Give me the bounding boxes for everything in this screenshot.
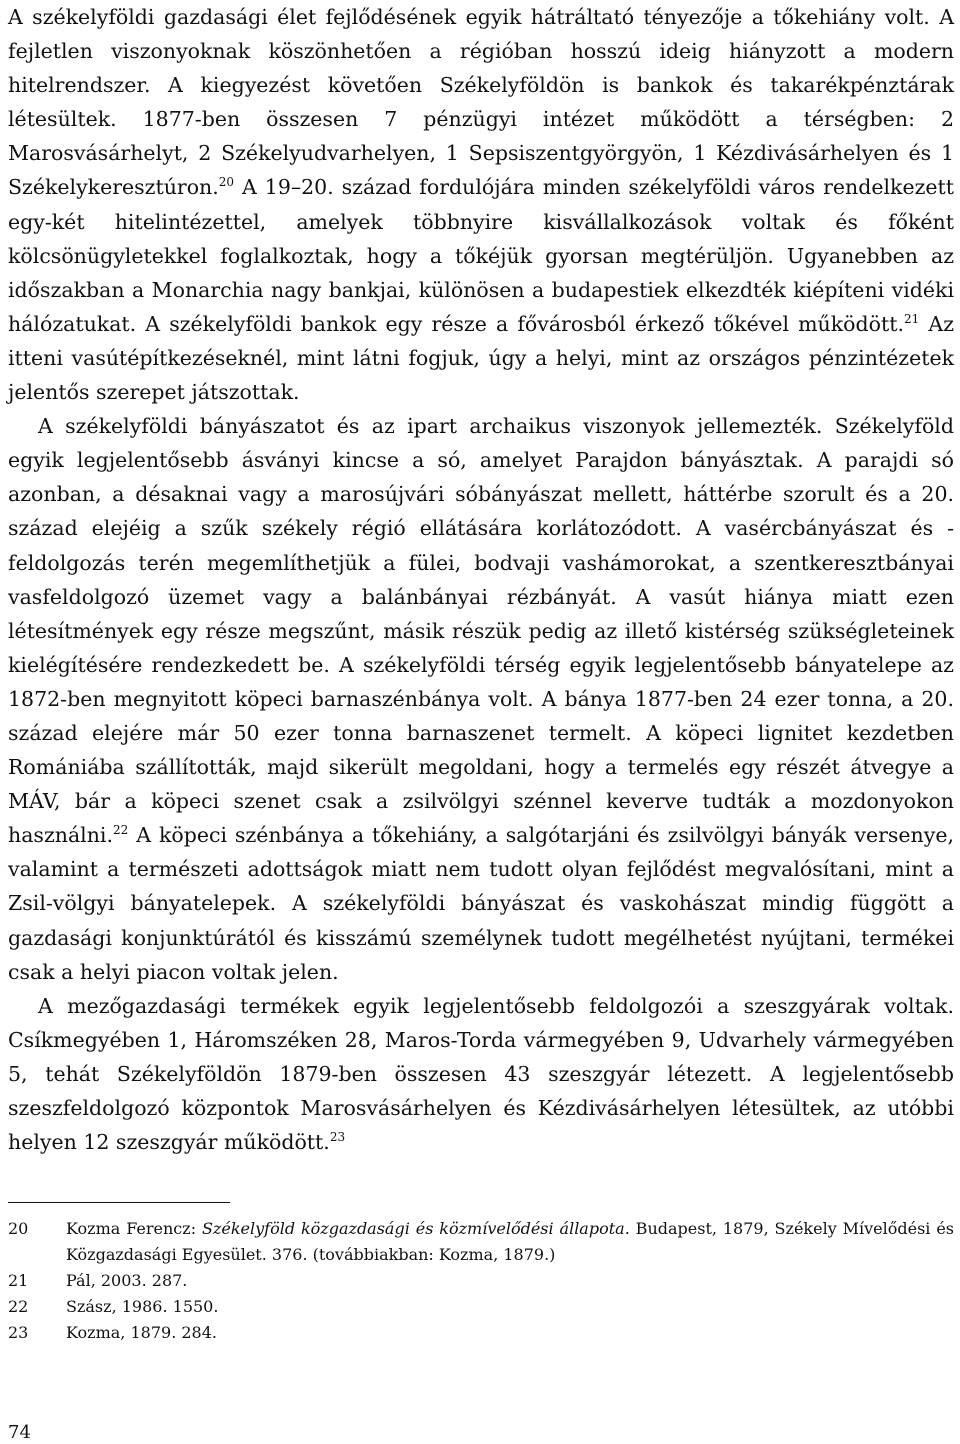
footnote-text	[66, 1320, 954, 1346]
footnote	[8, 1294, 954, 1320]
footnote	[8, 1320, 954, 1346]
paragraph	[8, 0, 954, 409]
paragraph	[8, 409, 954, 989]
footnote-author: Pál, 2003. 287.	[66, 1271, 188, 1290]
body-text	[8, 0, 954, 1159]
paragraph-text: A mezőgazdasági termékek egyik legjelentősebb feldolgozói a szeszgyárak voltak. Csíkmegyében 1, Háromszéken 28, Maros-Torda vármegyében 9, Udvarhely vármegyében 5, tehát Székelyföldön 1879-ben összesen 43 szeszgyár létezett. A legjelentősebb szeszfeldolgozó központok Marosvásárhelyen és Kézdivásárhelyen létesültek, az utóbbi helyen 12 szeszgyár működött.	[8, 993, 954, 1155]
paragraph-text: Az itteni vasútépítkezéseknél, mint látni fogjuk, úgy a helyi, mint az országos pénzintézetek jelentős szerepet játszottak.	[8, 311, 955, 405]
footnote-text	[66, 1216, 954, 1268]
page	[8, 0, 955, 1443]
footnote-text	[66, 1294, 954, 1320]
page-number: 74	[8, 1422, 31, 1443]
footnote-title: Székelyföld közgazdasági és közmívelődési állapota	[201, 1219, 625, 1238]
paragraph-text: A köpeci szénbánya a tőkehiány, a salgótarjáni és zsilvölgyi bányák versenye, valamint a természeti adottságok miatt nem tudott olyan fejlődést megvalósítani, mint a Zsil-völgyi bányatelepek. A székelyföldi bányászat és vaskohászat mindig függött a gazdasági konjunktúrától és kisszámú személynek tudott megélhetést nyújtani, termékei csak a helyi piacon voltak jelen.	[8, 823, 954, 984]
footnote-text	[66, 1268, 954, 1294]
footnote-author: Kozma Ferencz:	[66, 1219, 202, 1238]
footnote-author: Kozma, 1879. 284.	[66, 1323, 217, 1342]
footnote	[8, 1216, 954, 1268]
paragraph-text: A 19–20. század fordulójára minden székelyföldi város rendelkezett egy-két hitelintézettel, amelyek többnyire kisvállalkozások voltak és főként kölcsönügyletekkel foglalkoztak, hogy a tőkéjük gyorsan megtérüljön. Ugyanebben az időszakban a Monarchia nagy bankjai, különösen a budapestiek elkezdték kiépíteni vidéki hálózatukat. A székelyföldi bankok egy része a fővárosból érkező tőkével működött.	[8, 175, 954, 336]
footnote	[8, 1268, 954, 1294]
footnote-number: 21	[8, 1271, 29, 1290]
footnote-ref: 21	[904, 312, 920, 327]
footnote-ref: 20	[218, 175, 235, 190]
paragraph-text: A székelyföldi bányászatot és az ipart archaikus viszonyok jellemezték. Székelyföld egyik legjelentősebb ásványi kincse a só, amelyet Parajdon bányásztak. A parajdi só azonban, a désaknai vagy a marosújvári sóbányászat mellett, háttérbe szorult és a 20. század elejéig a szűk székely régió ellátására korlátozódott. A vasércbányászat és -feldolgozás terén megemlíthetjük a fülei, bodvaji vashámorokat, a szentkeresztbányai vasfeldolgozó üzemet vagy a balánbányai rézbányát. A vasút hiánya miatt ezen létesítmények egy része megszűnt, másik részük pedig az illető kistérség szükségleteinek kielégítésére rendezkedett be. A székelyföldi térség egyik legjelentősebb bányatelepe az 1872-ben megnyitott köpeci barnaszénbánya volt. A bánya 1877-ben 24 ezer tonna, a 20. század elejére már 50 ezer tonna barnaszenet termelt. A köpeci lignitet kezdetben Romániába szállították, majd sikerült megoldani, hogy a termelés egy részét átvegye a MÁV, bár a köpeci szenet csak a zsilvölgyi szénnel keverve tudták a mozdonyokon használni.	[8, 414, 954, 848]
footnotes	[8, 1216, 954, 1346]
footnote-ref: 22	[113, 823, 129, 838]
paragraph	[8, 989, 954, 1159]
footnote-number: 23	[8, 1323, 29, 1342]
footnote-author: Szász, 1986. 1550.	[66, 1297, 219, 1316]
footnote-number: 20	[8, 1219, 29, 1238]
footnote-number: 22	[8, 1297, 29, 1316]
paragraph-text: A székelyföldi gazdasági élet fejlődésének egyik hátráltató tényezője a tőkehiány volt. A fejletlen viszonyoknak köszönhetően a régióban hosszú ideig hiányzott a modern hitelrendszer. A kiegyezést követően Székelyföldön is bankok és takarékpénztárak létesültek. 1877-ben összesen 7 pénzügyi intézet működött a térségben: 2 Marosvásárhelyt, 2 Székelyudvarhelyen, 1 Sepsiszentgyörgyön, 1 Kézdivásárhelyen és 1 Székelykeresztúron.	[8, 5, 954, 200]
footnote-rest: . Budapest, 1879, Székely Mívelődési és Közgazdasági Egyesület. 376. (továbbiakban: Kozma, 1879.)	[66, 1219, 954, 1264]
footnote-ref: 23	[329, 1130, 346, 1145]
footnote-separator	[8, 1202, 230, 1203]
